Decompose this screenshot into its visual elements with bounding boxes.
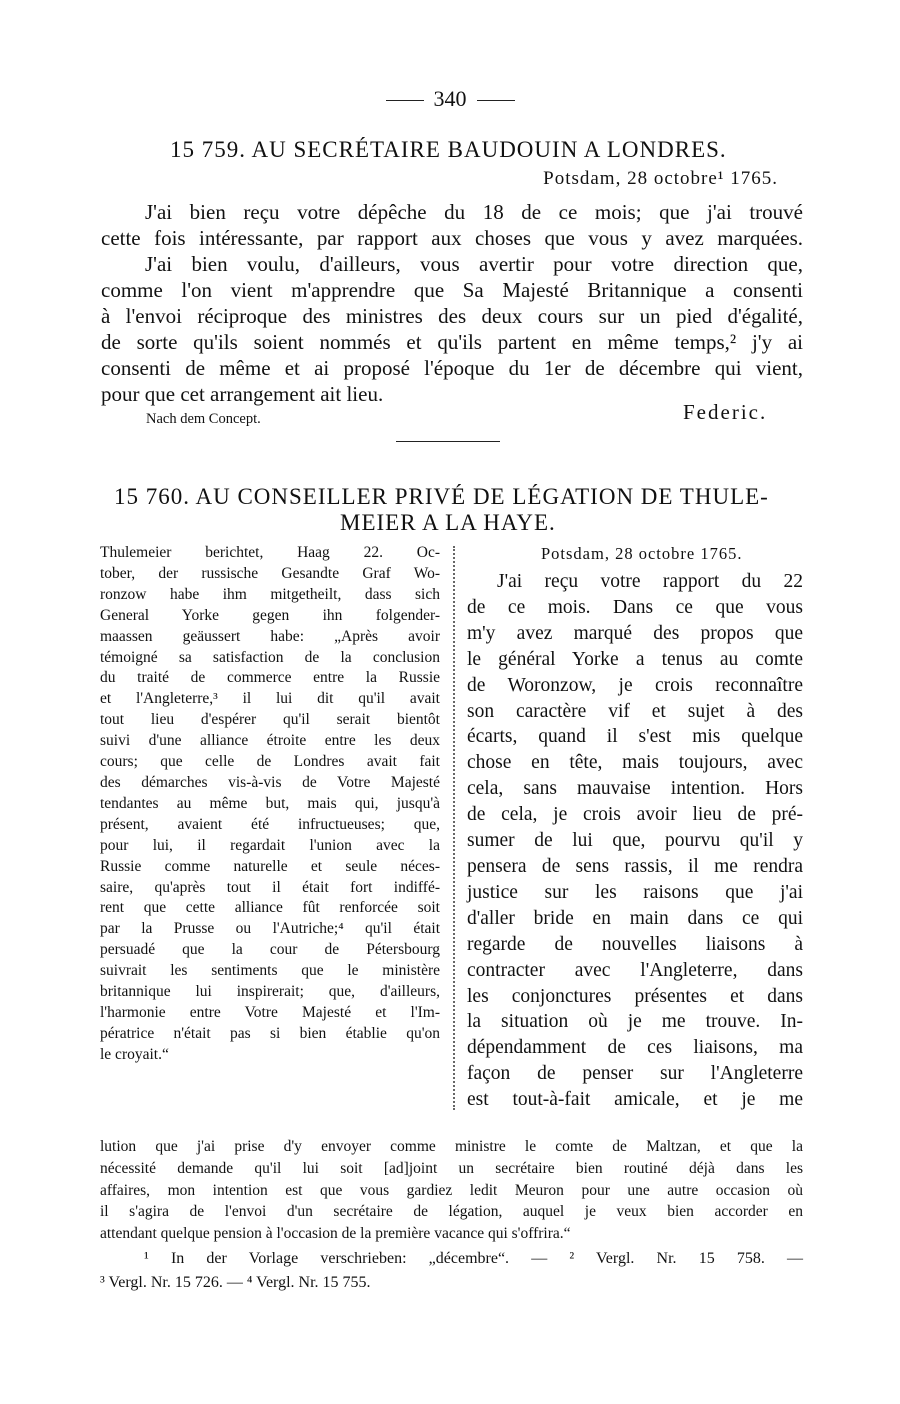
- reply-line: de cela, je crois avoir lieu de pré-: [467, 804, 803, 826]
- report-summary: [100, 543, 440, 1066]
- footnote-line: ³ Vergl. Nr. 15 726. — ⁴ Vergl. Nr. 15 755.: [100, 1274, 371, 1291]
- report-line: des démarches vis-à-vis de Votre Majesté: [100, 773, 440, 791]
- page-number-line: [0, 86, 900, 112]
- reply-line: écarts, quand il s'est mis quelque: [467, 726, 803, 748]
- letter1-heading: 15 759. AU SECRÉTAIRE BAUDOUIN A LONDRES.: [170, 137, 727, 162]
- signature: Federic.: [683, 400, 768, 424]
- report-line: maassen geäussert habe: „Après avoir: [100, 627, 440, 645]
- reply-line: de Woronzow, je crois reconnaître: [467, 674, 803, 696]
- report-line: britannique lui inspirerait; que, d'ailleurs,: [100, 983, 440, 1001]
- report-line: le croyait.“: [100, 1045, 169, 1063]
- reply-line: le général Yorke a tenus au comte: [467, 648, 803, 670]
- letter1-body: [101, 199, 803, 407]
- continuation-line: lution que j'ai prise d'y envoyer comme ministre le comte de Maltzan, et que la: [100, 1138, 803, 1155]
- letter2-dateline: Potsdam, 28 octobre 1765.: [541, 544, 743, 563]
- report-line: tout lieu d'espérer qu'il serait bientôt: [100, 711, 440, 729]
- report-line: l'harmonie entre Votre Majesté et l'Im-: [100, 1003, 440, 1021]
- letter1-dateline: Potsdam, 28 octobre¹ 1765.: [543, 168, 778, 189]
- continuation-line: affaires, mon intention est que vous gardiez ledit Meuron pour une autre occasion où: [100, 1181, 803, 1199]
- letter1-line: cette fois intéressante, par rapport aux choses que vous y avez marquées.: [101, 226, 803, 250]
- continuation-text: [100, 1136, 803, 1245]
- continuation-line: nécessité demande qu'il lui soit [ad]joint un secrétaire bien routiné déjà dans les: [100, 1159, 803, 1177]
- left-dash: [386, 100, 424, 101]
- reply-line: de ce mois. Dans ce que vous: [467, 596, 803, 618]
- report-line: cours; que celle de Londres avait fait: [100, 753, 440, 771]
- report-line: General Yorke gegen ihn folgender-: [100, 606, 440, 624]
- reply-line: façon de penser sur l'Angleterre: [467, 1063, 803, 1085]
- footnote-line: ¹ In der Vorlage verschrieben: „décembre“. — ² Vergl. Nr. 15 758. —: [144, 1250, 803, 1267]
- letter1-line: consenti de même et ai proposé l'époque du 1er de décembre qui vient,: [101, 356, 803, 380]
- letter1-line: J'ai bien voulu, d'ailleurs, vous avertir pour votre direction que,: [145, 252, 803, 276]
- reply-body: [467, 569, 803, 1113]
- letter1-line: comme l'on vient m'apprendre que Sa Majesté Britannique a consenti: [101, 278, 803, 302]
- page-number: 340: [433, 86, 467, 111]
- letter2-heading-line1: 15 760. AU CONSEILLER PRIVÉ DE LÉGATION DE THULE-: [114, 484, 769, 509]
- report-line: du traité de commerce entre la Russie: [100, 669, 440, 687]
- report-line: ronzow habe ihm mitgetheilt, dass sich: [100, 585, 440, 603]
- report-line: témoigné sa satisfaction de la conclusion: [100, 648, 440, 666]
- report-line: et l'Angleterre,³ il lui dit qu'il avait: [100, 690, 440, 708]
- right-dash: [477, 100, 515, 101]
- letter1-line: pour que cet arrangement ait lieu.: [101, 382, 384, 406]
- footnotes: [100, 1247, 803, 1295]
- continuation-line: attendant quelque pension à l'occasion de la première vacance qui s'offrira.“: [100, 1225, 571, 1243]
- continuation-line: il s'agira de l'envoi d'un secrétaire de légation, auquel je veux bien accorder en: [100, 1203, 803, 1221]
- reply-line: sumer de lui que, pourvu qu'il y: [467, 830, 803, 852]
- report-line: saire, qu'après tout il était fort indiffé-: [100, 878, 440, 896]
- reply-line: dépendamment de ces liaisons, ma: [467, 1037, 803, 1059]
- report-line: persuadé que la cour de Pétersbourg: [100, 941, 440, 959]
- column-separator: [453, 546, 455, 1110]
- reply-line: J'ai reçu votre rapport du 22: [497, 571, 803, 592]
- report-line: pératrice n'était pas si bien établie qu'on: [100, 1024, 440, 1042]
- reply-line: justice sur les raisons que j'ai: [467, 881, 803, 903]
- report-line: rent que cette alliance fût renforcée soit: [100, 899, 440, 917]
- reply-line: est tout-à-fait amicale, et je me: [467, 1089, 803, 1111]
- report-line: pour lui, il regardait l'union avec la: [100, 836, 440, 854]
- letter1-line: de sorte qu'ils soient nommés et qu'ils partent en même temps,² j'y ai: [101, 330, 803, 354]
- report-line: Thulemeier berichtet, Haag 22. Oc-: [100, 544, 440, 561]
- reply-line: pensera de sens rassis, il me rendra: [467, 855, 803, 877]
- section-divider: [396, 441, 500, 442]
- source-note: Nach dem Concept.: [146, 411, 261, 427]
- report-line: tober, der russische Gesandte Graf Wo-: [100, 564, 440, 582]
- reply-line: la situation où je me trouve. In-: [467, 1011, 803, 1033]
- report-line: suivi d'une alliance étroite entre les deux: [100, 732, 440, 750]
- report-line: par la Prusse ou l'Autriche;⁴ qu'il était: [100, 920, 440, 938]
- reply-line: m'y avez marqué des propos que: [467, 622, 803, 644]
- letter1-line: J'ai bien reçu votre dépêche du 18 de ce mois; que j'ai trouvé: [145, 200, 803, 224]
- reply-line: cela, sans mauvaise intention. Hors: [467, 778, 803, 800]
- report-line: suivrait les sentiments que le ministère: [100, 962, 440, 980]
- report-line: présent, avaient été infructueuses; que,: [100, 815, 440, 833]
- report-line: Russie comme naturelle et seule néces-: [100, 857, 440, 875]
- letter1-line: à l'envoi réciproque des ministres des deux cours sur un pied d'égalité,: [101, 304, 803, 328]
- reply-line: regarde de nouvelles liaisons à: [467, 933, 803, 955]
- reply-line: d'aller bride en main dans ce qui: [467, 907, 803, 929]
- letter2-heading-line2: MEIER A LA HAYE.: [340, 510, 556, 535]
- reply-line: chose en tête, mais toujours, avec: [467, 752, 803, 774]
- report-line: tendantes au même but, mais qui, jusqu'à: [100, 794, 440, 812]
- reply-line: contracter avec l'Angleterre, dans: [467, 959, 803, 981]
- reply-line: les conjonctures présentes et dans: [467, 985, 803, 1007]
- reply-line: son caractère vif et sujet à des: [467, 700, 803, 722]
